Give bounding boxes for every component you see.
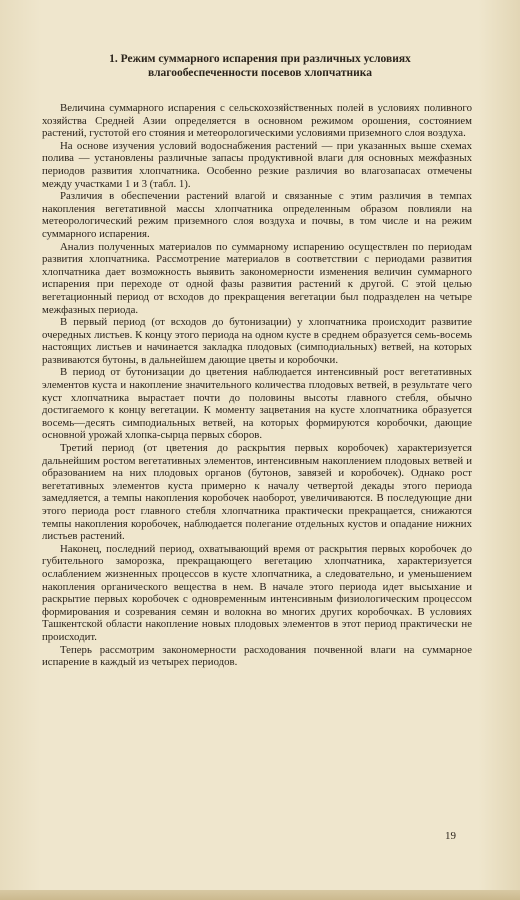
paragraph: Различия в обеспечении растений влагой и связанные с этим различия в темпах накопления вегетативной массы хлопчатника определенным образом повлияли на метеорологический режим приземного слоя воздуха и почвы, в том числе и на режим суммарного испарения. bbox=[42, 190, 472, 240]
section-heading-line-2: влагообеспеченности посевов хлопчатника bbox=[148, 67, 372, 79]
page-number: 19 bbox=[445, 830, 456, 842]
paragraph: Третий период (от цветения до раскрытия первых коробочек) характеризуется дальнейшим ростом вегетативных элементов, интенсивным накоплением плодовых ветвей и образованием на них плодовых органов (бутонов, завязей и коробочек). Однако рост вегетативных элементов куста примерно к началу четвертой декады этого периода замедляется, а темпы накопления коробочек наоборот, увеличиваются. В последующие дни этого периода рост главного стебля хлопчатника практически прекращается, снижаются темпы накопления коробочек, наблюдается полегание отдельных кустов и опадание нижних листьев растений. bbox=[42, 442, 472, 543]
body-text bbox=[42, 102, 472, 669]
paragraph: Теперь рассмотрим закономерности расходования почвенной влаги на суммарное испарение в каждый из четырех периодов. bbox=[42, 643, 472, 669]
section-heading bbox=[70, 52, 450, 80]
paragraph: Анализ полученных материалов по суммарному испарению осуществлен по периодам развития хлопчатника. Рассмотрение материалов в соответствии с периодами развития хлопчатника дает возможность выявить закономерности изменения величин суммарного испарения при переходе от одной фазы развития растений к другой. С этой целью вегетационный период от всходов до прекращения вегетации был подразделен на четыре межфазных периода. bbox=[42, 240, 472, 316]
paragraph: В первый период (от всходов до бутонизации) у хлопчатника происходит развитие очередных листьев. К концу этого периода на одном кусте в среднем образуется семь-восемь настоящих листьев и начинается закладка плодовых (симподиальных) ветвей, на которых развиваются бутоны, в дальнейшем дающие цветы и коробочки. bbox=[42, 316, 472, 366]
paragraph: Величина суммарного испарения с сельскохозяйственных полей в условиях поливного хозяйства Средней Азии определяется в основном режимом орошения, состоянием растений, густотой его стояния и метеорологическими условиями приземного слоя воздуха. bbox=[42, 102, 472, 140]
page-bottom-edge bbox=[0, 890, 520, 900]
paragraph: Наконец, последний период, охватывающий время от раскрытия первых коробочек до губительного заморозка, прекращающего вегетацию хлопчатника, характеризуется ослаблением жизненных процессов в кусте хлопчатника, а следовательно, и уменьшением накопления органического вещества в нем. В начале этого периода идет высыхание и раскрытие первых коробочек с одновременным интенсивным физиологическим процессом формирования и созревания семян и волокна во многих других коробочках. В условиях Ташкентской области накопление новых плодовых элементов в этот период практически не происходит. bbox=[42, 542, 472, 643]
paragraph: На основе изучения условий водоснабжения растений — при указанных выше схемах полива — установлены различные запасы продуктивной влаги для основных межфазных периодов развития хлопчатника. Особенно резкие различия во влагозапасах отмечены между участками 1 и 3 (табл. 1). bbox=[42, 139, 472, 190]
section-heading-line-1: 1. Режим суммарного испарения при различных условиях bbox=[109, 53, 411, 65]
paragraph: В период от бутонизации до цветения наблюдается интенсивный рост вегетативных элементов куста и накопление значительного количества плодовых ветвей, в результате чего куст хлопчатника вырастает почти до половины высоты главного стебля, обычно достигаемого к концу вегетации. К моменту зацветания на кусте хлопчатника образуется восемь—десять симподиальных ветвей, на которых формируются коробочки, дающие основной урожай хлопка-сырца первых сборов. bbox=[42, 366, 472, 442]
